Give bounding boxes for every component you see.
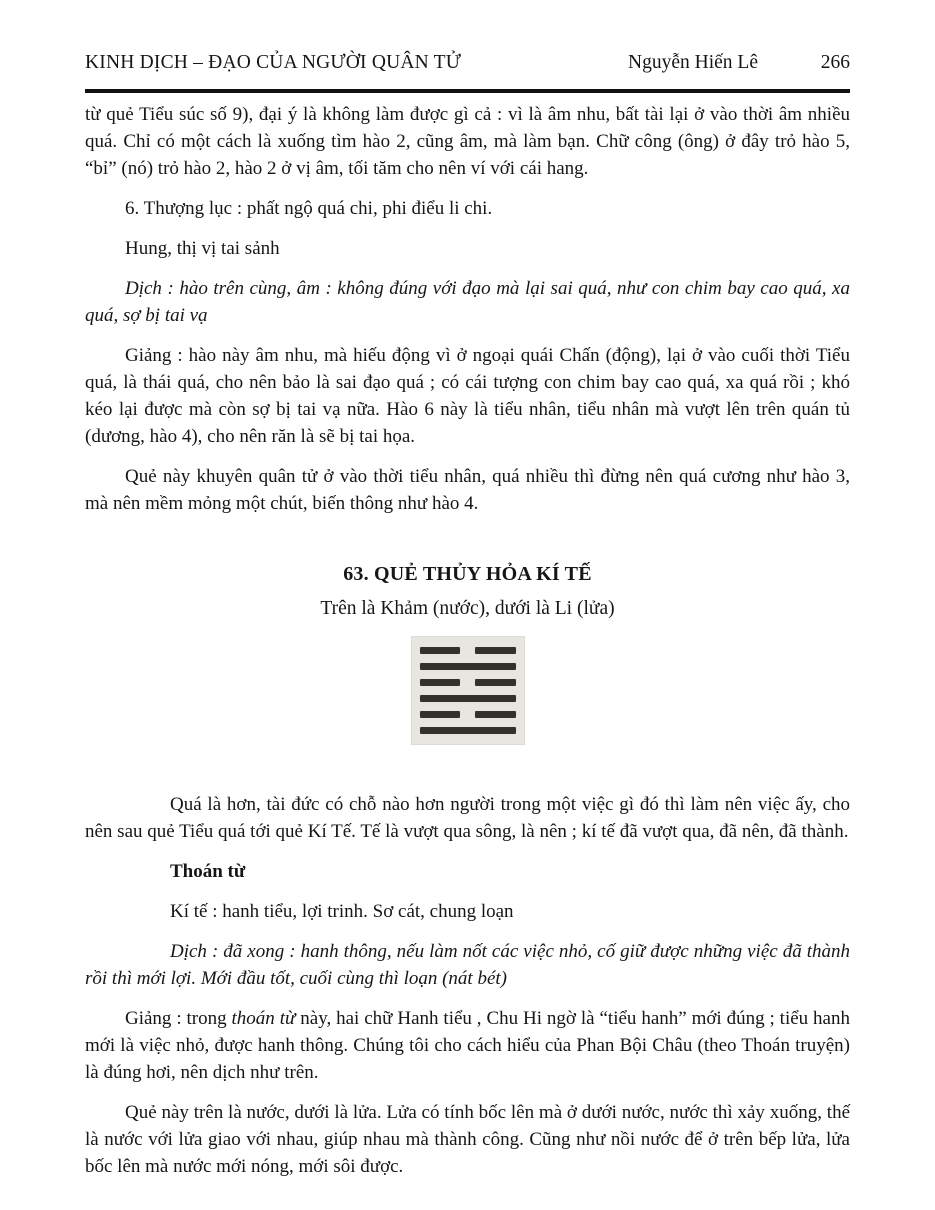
giang-rest: này, hai chữ Hanh tiểu , Chu Hi ngờ là “tiểu hanh” mới đúng ; tiểu hanh mới là việc nhỏ, được hanh thông. Chúng tôi cho cách hiểu của Phan Bội Châu (theo Thoán truyện) là đúng hơi, nên dịch như trên. — [85, 1008, 850, 1083]
paragraph-dich-hao6: Dịch : hào trên cùng, âm : không đúng với đạo mà lại sai quá, như con chim bay cao quá, xa quá, sợ bị tai vạ — [85, 278, 850, 326]
author-name: Nguyễn Hiến Lê — [628, 52, 758, 73]
thoan-tu-heading: Thoán từ — [170, 861, 246, 882]
paragraph-hung: Hung, thị vị tai sảnh — [125, 238, 280, 259]
giang-prefix: Giảng : trong — [125, 1008, 232, 1029]
section-heading: 63. QUẺ THỦY HỎA KÍ TẾ — [343, 563, 592, 585]
hexagram-line-broken — [420, 679, 516, 686]
hexagram-line-solid — [420, 727, 516, 734]
hexagram-line-solid — [420, 695, 516, 702]
paragraph-advice: Quẻ này khuyên quân tử ở vào thời tiểu nhân, quá nhiều thì đừng nên quá cương như hào 3, mà nên mềm mỏng một chút, biến thông như hào 4. — [85, 466, 850, 514]
page-number: 266 — [820, 52, 850, 73]
section-subheading: Trên là Khảm (nước), dưới là Li (lửa) — [320, 598, 615, 619]
hexagram-line-broken — [420, 647, 516, 654]
paragraph-intro-63: Quá là hơn, tài đức có chỗ nào hơn người trong một việc gì đó thì làm nên việc ấy, cho nên sau quẻ Tiểu quá tới quẻ Kí Tế. Tế là vượt qua sông, là nên ; kí tế đã vượt qua, đã nên, đã thành. — [85, 794, 850, 842]
header-rule — [85, 89, 850, 93]
book-title: KINH DỊCH – ĐẠO CỦA NGƯỜI QUÂN TỬ — [85, 52, 462, 73]
hexagram — [411, 636, 525, 745]
paragraph-giang-63 — [85, 1005, 850, 1086]
paragraph-water-fire: Quẻ này trên là nước, dưới là lửa. Lửa có tính bốc lên mà ở dưới nước, nước thì xảy xuống, thế là nước với lửa giao với nhau, giúp nhau mà thành công. Cũng như nồi nước để ở trên bếp lửa, lửa bốc lên mà nước mới nóng, mới sôi được. — [85, 1102, 850, 1177]
paragraph-giang-hao6: Giảng : hào này âm nhu, mà hiếu động vì ở ngoại quái Chấn (động), lại ở vào cuối thời Tiểu quá, là thái quá, cho nên bảo là sai đạo quá ; có cái tượng con chim bay cao quá, xa quá rồi ; khó kéo lại được mà còn sợ bị tai vạ nữa. Hào 6 này là tiểu nhân, tiểu nhân mà vượt lên trên quán tủ (dương, hào 4), cho nên răn là sẽ bị tai họa. — [85, 345, 850, 447]
giang-italic-term: thoán từ — [231, 1008, 296, 1029]
hexagram-line-solid — [420, 663, 516, 670]
paragraph-continuation: từ quẻ Tiểu súc số 9), đại ý là không làm được gì cả : vì là âm nhu, bất tài lại ở vào thời âm nhiều quá. Chỉ có một cách là xuống tìm hào 2, cũng âm, mà làm bạn. Chữ công (ông) ở đây trỏ hào 5, “bỉ” (nó) trỏ hào 2, hào 2 ở vị âm, tối tăm cho nên ví với cái hang. — [85, 104, 850, 179]
hexagram-line-broken — [420, 711, 516, 718]
paragraph-dich-63: Dịch : đã xong : hanh thông, nếu làm nốt các việc nhỏ, cố giữ được những việc đã thành rồi thì mới lợi. Mới đầu tốt, cuối cùng thì loạn (nát bét) — [85, 941, 850, 989]
paragraph-thoan-tu: Kí tế : hanh tiểu, lợi trinh. Sơ cát, chung loạn — [170, 901, 514, 922]
running-header — [85, 52, 850, 74]
paragraph-hao6-text: 6. Thượng lục : phất ngộ quá chi, phi điểu li chi. — [125, 198, 493, 219]
